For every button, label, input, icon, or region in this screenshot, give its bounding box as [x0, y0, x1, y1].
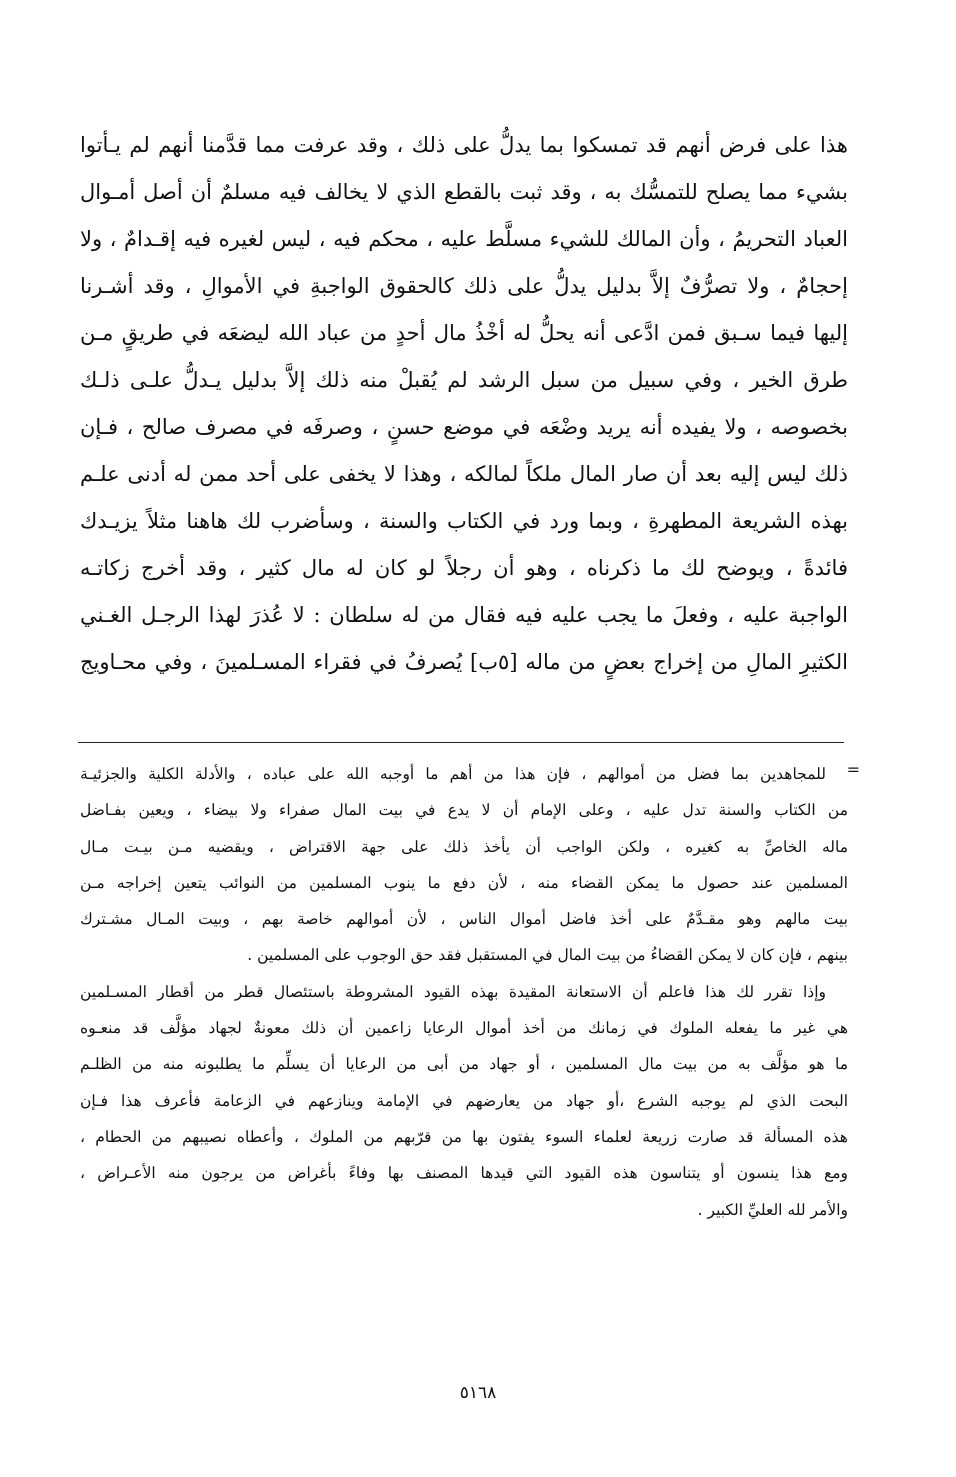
main-text-line: بشيء مما يصلح للتمسُّك به ، وقد ثبت بالقطع الذي لا يخالف فيه مسلمٌ أن أصل أمـوال — [80, 180, 848, 204]
main-text-line: العباد التحريمُ ، وأن المالك للشيء مسلَّط عليه ، محكم فيه ، ليس لغيره فيه إقـدامٌ ، ولا — [80, 227, 848, 251]
main-text-line: ذلك ليس إليه بعد أن صار المال ملكاً لمالكه ، وهذا لا يخفى على أحد ممن له أدنى علـم — [80, 462, 848, 486]
page-number: ٥١٦٨ — [459, 1383, 497, 1403]
footnote-line: من الكتاب والسنة تدل عليه ، وعلى الإمام أن لا يدع في بيت المال صفراء ولا بيضاء ، ويعين بفـاضل — [80, 801, 848, 820]
footnote-line: ما هو مؤلَّف به من بيت مال المسلمين ، أو جهاد من أبى من الرعايا أن يسلِّم ما يطلبونه منه من الظلـم — [80, 1055, 848, 1074]
footnote-line: بيت مالهم وهو مقـدَّمٌ على أخذ فاضل أموال الناس ، لأن أموالهم خاصة بهم ، وبيت المـال مشـترك — [80, 910, 848, 929]
footnote-line: هي غير ما يفعله الملوك في زمانك من أخذ أموال الرعايا زاعمين أن ذلك معونةٌ لجهاد مؤلَّف قد منعـوه — [80, 1019, 848, 1038]
main-text-line: الكثيرِ المالِ من إخراج بعضٍ من ماله [٥ب] يُصرفُ في فقراء المسـلمينَ ، وفي محـاويج — [80, 650, 849, 674]
footnote-line: والأمر لله العليِّ الكبير . — [697, 1200, 848, 1219]
footnote-line: وإذا تقرر لك هذا فاعلم أن الاستعانة المقيدة بهذه القيود المشروطة باستئصال قطر من أقطار المسـلمين — [80, 982, 826, 1001]
footnote-line: للمجاهدين بما فضل من أموالهم ، فإن هذا من أهم ما أوجبه الله على عباده ، والأدلة الكلية والجزئيـة — [80, 765, 826, 783]
footnote-line: المسلمين عند حصول ما يمكن القضاء منه ، لأن دفع ما ينوب المسلمين من النوائب يتعين إخراجه مـن — [80, 873, 848, 892]
main-text-line: بهذه الشريعة المطهرةِ ، وبما ورد في الكتاب والسنة ، وسأضرب لك هاهنا مثلاً يزيـدك — [80, 509, 848, 533]
footnote-line: هذه المسألة قد صارت زريعة لعلماء السوء يفتون بها من قرّبهم من الملوك ، وأعطاه نصيبهم من الحطام ، — [80, 1127, 848, 1146]
footnote-divider — [78, 742, 844, 743]
footnote-line: ماله الخاصِّ به كغيره ، ولكن الواجب أن يأخذ ذلك على جهة الاقتراض ، ويقضيه مـن بيـت مـال — [80, 837, 848, 856]
main-text-line: بخصوصه ، ولا يفيده أنه يريد وضْعَه في موضع حسنٍ ، وصرفَه في مصرف صالح ، فـإن — [80, 415, 848, 439]
main-text-line: طرق الخير ، وفي سبيل من سبل الرشد لم يُقبلْ منه ذلك إلاَّ بدليل يـدلُّ علـى ذلـك — [80, 368, 848, 392]
main-text-line: إليها فيما سـبق فمن ادَّعى أنه يحلُّ له أخْذُ مال أحدٍ من عباد الله ليضعَه في طريقٍ مـن — [80, 321, 848, 345]
footnote-line: بينهم ، فإن كان لا يمكن القضاءُ من بيت المال في المستقبل فقد حق الوجوب على المسلمين . — [247, 946, 848, 965]
main-text-line: الواجبة عليه ، وفعلَ ما يجب عليه فيه فقال من له سلطان : لا عُذرَ لهذا الرجـل الغـني — [80, 603, 848, 627]
footnote-line: البحت الذي لم يوجبه الشرع ،أو جهاد من يعارضهم في الإمامة وينازعهم في الزعامة فأعرف هذا فـإن — [80, 1091, 848, 1110]
footnotes-block — [80, 756, 848, 1228]
footnote-line: ومع هذا ينسون أو يتناسون هذه القيود التي قيدها المصنف بها وفاءً بأغراض من يرجون منه الأعـراض ، — [80, 1164, 848, 1183]
main-text-line: إحجامٌ ، ولا تصرُّفٌ إلاَّ بدليل يدلُّ على ذلك كالحقوق الواجبةِ في الأموالِ ، وقد أشـرنا — [80, 274, 848, 298]
main-text-line: هذا على فرض أنهم قد تمسكوا بما يدلُّ على ذلك ، وقد عرفت مما قدَّمنا أنهم لم يـأتوا — [80, 133, 848, 157]
footnote-continuation-mark: = — [846, 760, 860, 779]
main-text-block — [80, 122, 848, 686]
main-text-line: فائدةً ، ويوضح لك ما ذكرناه ، وهو أن رجلاً لو كان له مال كثير ، وقد أخرج زكاتـه — [80, 556, 848, 580]
